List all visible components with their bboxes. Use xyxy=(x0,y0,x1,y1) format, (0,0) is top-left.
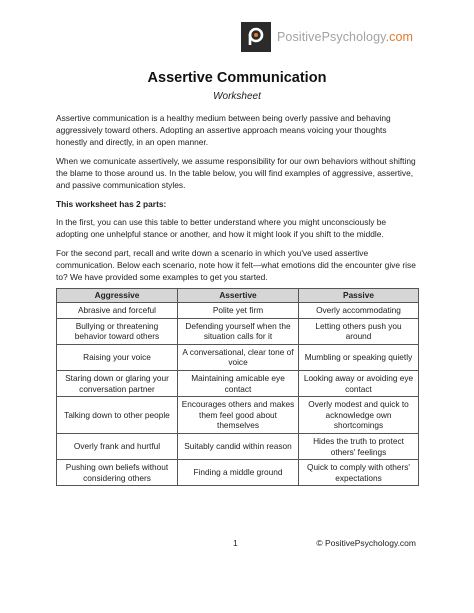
table-cell: Bullying or threatening behavior toward others xyxy=(57,318,178,344)
table-cell: Maintaining amicable eye contact xyxy=(178,370,299,396)
table-cell: Quick to comply with others' expectations xyxy=(299,460,419,486)
page-number: 1 xyxy=(233,538,238,548)
brand-name xyxy=(277,30,413,44)
column-header-passive: Passive xyxy=(299,289,419,303)
table-header-row xyxy=(57,289,419,303)
table-cell: Overly accommodating xyxy=(299,303,419,319)
table-row xyxy=(57,318,419,344)
intro-paragraph: Assertive communication is a healthy medium between being overly passive and behaving aggressively toward others. Adopting an assertive approach means voicing your thoughts honestly and directly, in an open manner. xyxy=(56,113,391,147)
part-description: For the second part, recall and write down a scenario in which you've used assertive communication. Below each scenario, note how it felt—what emotions did the encounter give rise to? We have provided some examples to get you started. xyxy=(56,248,416,282)
table-cell: Pushing own beliefs without considering others xyxy=(57,460,178,486)
table-row xyxy=(57,370,419,396)
table-cell: Finding a middle ground xyxy=(178,460,299,486)
table-cell: Abrasive and forceful xyxy=(57,303,178,319)
table-row xyxy=(57,460,419,486)
communication-styles-table xyxy=(56,288,419,486)
table-cell: Polite yet firm xyxy=(178,303,299,319)
brand-name-main: PositivePsychology xyxy=(277,30,386,44)
brand-logo[interactable] xyxy=(241,22,413,52)
table-row xyxy=(57,344,419,370)
footer-copyright: © PositivePsychology.com xyxy=(316,538,416,548)
table-cell: Hides the truth to protect others' feelings xyxy=(299,433,419,459)
column-header-aggressive: Aggressive xyxy=(57,289,178,303)
table-cell: Mumbling or speaking quietly xyxy=(299,344,419,370)
page-title: Assertive Communication xyxy=(147,70,327,86)
table-cell: Overly frank and hurtful xyxy=(57,433,178,459)
p-glyph-icon xyxy=(241,22,271,52)
positivepsychology-p-logo-icon xyxy=(241,22,271,52)
table-row xyxy=(57,433,419,459)
parts-heading: This worksheet has 2 parts: xyxy=(56,199,167,209)
table-cell: Letting others push you around xyxy=(299,318,419,344)
table-cell: Defending yourself when the situation calls for it xyxy=(178,318,299,344)
table-cell: Encourages others and makes them feel good about themselves xyxy=(178,397,299,434)
table-cell: Raising your voice xyxy=(57,344,178,370)
table-cell: Suitably candid within reason xyxy=(178,433,299,459)
body-text xyxy=(56,112,420,306)
table-cell: Overly modest and quick to acknowledge own shortcomings xyxy=(299,397,419,434)
table-cell: A conversational, clear tone of voice xyxy=(178,344,299,370)
table-row xyxy=(57,303,419,319)
table-cell: Looking away or avoiding eye contact xyxy=(299,370,419,396)
table-cell: Staring down or glaring your conversation partner xyxy=(57,370,178,396)
table-row xyxy=(57,397,419,434)
column-header-assertive: Assertive xyxy=(178,289,299,303)
table-cell: Talking down to other people xyxy=(57,397,178,434)
brand-name-suffix: .com xyxy=(385,30,414,44)
part-description: In the first, you can use this table to better understand where you might unconsciously be adopting one unhelpful stance or another, and how it might look if you shift to the middle. xyxy=(56,217,387,239)
intro-paragraph: When we comunicate assertively, we assume responsibility for our own behaviors without shifting the blame to those around us. In the table below, you will find examples of aggressive, assertive, and passive communication styles. xyxy=(56,156,416,190)
page-subtitle: Worksheet xyxy=(213,91,261,102)
